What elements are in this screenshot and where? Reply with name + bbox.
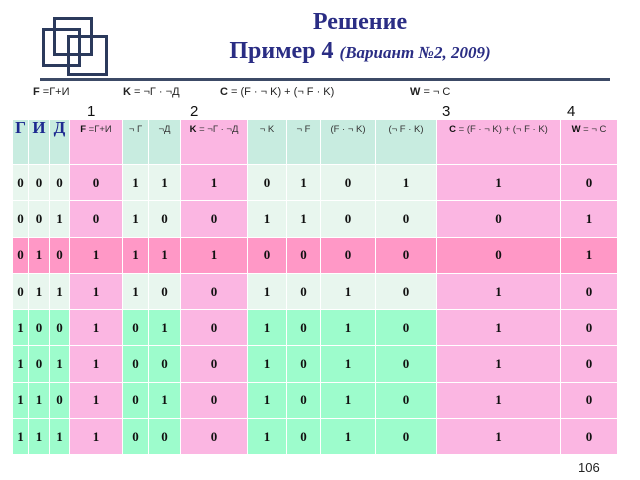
table-cell: 1 (123, 273, 149, 309)
table-cell: 1 (13, 419, 29, 455)
table-cell: 0 (29, 310, 50, 346)
table-cell: 0 (181, 419, 248, 455)
column-number: 4 (567, 103, 576, 120)
table-cell: 0 (13, 273, 29, 309)
table-cell: 0 (50, 310, 70, 346)
table-cell: 1 (149, 165, 181, 201)
table-cell: 1 (437, 165, 561, 201)
table-cell: 0 (437, 237, 561, 273)
formula-c (220, 86, 334, 98)
page-title: Решение (312, 9, 408, 35)
formula-variable: K (123, 86, 131, 98)
table-cell: 1 (29, 273, 50, 309)
table-cell: 1 (70, 382, 123, 418)
table-cell: 1 (149, 237, 181, 273)
table-cell: 1 (248, 346, 287, 382)
table-cell: 1 (70, 237, 123, 273)
table-cell: 1 (437, 346, 561, 382)
formula-expression: =Г+И (39, 86, 70, 98)
table-cell: 1 (13, 346, 29, 382)
table-cell: 1 (29, 382, 50, 418)
column-header (287, 120, 321, 165)
table-cell: 0 (287, 382, 321, 418)
table-cell: 1 (123, 165, 149, 201)
table-cell: 0 (29, 201, 50, 237)
table-cell: 1 (149, 310, 181, 346)
formula-variable: C (220, 86, 228, 98)
table-cell: 1 (321, 310, 376, 346)
header-label: И (32, 118, 46, 137)
column-number: 3 (442, 103, 451, 120)
table-cell: 0 (321, 165, 376, 201)
table-cell: 0 (149, 201, 181, 237)
column-header (321, 120, 376, 165)
table-cell: 0 (50, 237, 70, 273)
column-header (123, 120, 149, 165)
table-cell: 0 (287, 237, 321, 273)
header-variable: F (80, 124, 87, 135)
table-cell: 0 (50, 382, 70, 418)
table-cell: 0 (287, 346, 321, 382)
table-cell: 0 (561, 419, 618, 455)
table-cell: 1 (13, 382, 29, 418)
header-variable: K (189, 124, 197, 135)
table-cell: 0 (149, 346, 181, 382)
table-cell: 0 (248, 237, 287, 273)
table-cell: 0 (321, 237, 376, 273)
table-cell: 0 (149, 273, 181, 309)
table-cell: 0 (561, 346, 618, 382)
formula-variable: W (410, 86, 421, 98)
header-label: ¬ F (296, 124, 311, 135)
formula-w (410, 86, 450, 98)
table-cell: 0 (123, 346, 149, 382)
table-cell: 0 (181, 201, 248, 237)
table-cell: 0 (123, 419, 149, 455)
table-cell: 1 (321, 419, 376, 455)
table-row (13, 382, 618, 418)
table-cell: 0 (376, 273, 437, 309)
header-label: ¬Д (158, 124, 171, 135)
table-cell: 1 (29, 237, 50, 273)
table-cell: 1 (70, 273, 123, 309)
table-cell: 0 (561, 382, 618, 418)
formula-expression: = (F · ¬ K) + (¬ F · K) (227, 86, 335, 98)
header-variable: C (449, 124, 456, 135)
table-cell: 0 (123, 382, 149, 418)
table-cell: 0 (29, 346, 50, 382)
table-cell: 1 (561, 201, 618, 237)
table-cell: 1 (13, 310, 29, 346)
table-cell: 1 (248, 382, 287, 418)
table-cell: 0 (376, 419, 437, 455)
table-cell: 1 (50, 201, 70, 237)
column-header (50, 120, 70, 165)
table-row (13, 310, 618, 346)
table-cell: 0 (181, 382, 248, 418)
variant-label: (Вариант №2, 2009) (339, 43, 491, 62)
table-cell: 1 (50, 346, 70, 382)
page-number: 106 (578, 460, 600, 475)
header-label: (¬ F · K) (388, 124, 424, 135)
table-row (13, 165, 618, 201)
table-cell: 1 (50, 419, 70, 455)
table-cell: 0 (561, 273, 618, 309)
column-number: 1 (87, 103, 96, 120)
table-cell: 0 (437, 201, 561, 237)
header-label: Г (15, 118, 26, 137)
table-cell: 0 (70, 201, 123, 237)
table-cell: 1 (248, 273, 287, 309)
column-number: 2 (190, 103, 199, 120)
table-cell: 0 (248, 165, 287, 201)
formula-expression: = ¬Г · ¬Д (130, 86, 180, 98)
table-cell: 1 (437, 310, 561, 346)
table-cell: 1 (123, 201, 149, 237)
table-cell: 1 (321, 346, 376, 382)
table-cell: 0 (376, 201, 437, 237)
table-cell: 1 (123, 237, 149, 273)
table-cell: 1 (437, 419, 561, 455)
column-header (149, 120, 181, 165)
table-cell: 0 (561, 310, 618, 346)
table-cell: 0 (287, 310, 321, 346)
column-header (376, 120, 437, 165)
table-cell: 1 (321, 382, 376, 418)
header-label: Д (53, 118, 66, 137)
table-cell: 1 (70, 310, 123, 346)
table-cell: 1 (561, 237, 618, 273)
column-header (29, 120, 50, 165)
table-cell: 1 (287, 201, 321, 237)
header-variable: W (571, 124, 581, 135)
formula-variable: F (33, 86, 40, 98)
table-cell: 1 (248, 419, 287, 455)
header-label: = ¬ C (580, 124, 607, 135)
table-cell: 0 (376, 382, 437, 418)
logo (0, 0, 120, 80)
column-header (181, 120, 248, 165)
table-cell: 1 (248, 310, 287, 346)
table-cell: 1 (437, 273, 561, 309)
table-cell: 1 (437, 382, 561, 418)
table-cell: 0 (287, 273, 321, 309)
table-cell: 1 (248, 201, 287, 237)
table-row (13, 346, 618, 382)
table-cell: 0 (29, 165, 50, 201)
header-label: ¬ K (259, 124, 275, 135)
formula-expression: = ¬ C (420, 86, 451, 98)
truth-table (12, 119, 618, 455)
table-cell: 1 (321, 273, 376, 309)
table-cell: 1 (29, 419, 50, 455)
header-label: ¬ Г (128, 124, 143, 135)
table-row (13, 201, 618, 237)
table-cell: 1 (376, 165, 437, 201)
formula-f (33, 86, 70, 98)
logo-square (67, 35, 108, 76)
header-label: =Г+И (86, 124, 112, 135)
table-cell: 0 (561, 165, 618, 201)
formula-k (123, 86, 180, 98)
table-cell: 1 (181, 165, 248, 201)
table-cell: 0 (50, 165, 70, 201)
column-header (561, 120, 618, 165)
table-cell: 0 (376, 237, 437, 273)
table-cell: 0 (13, 201, 29, 237)
table-cell: 0 (181, 310, 248, 346)
column-header (437, 120, 561, 165)
table-cell: 1 (50, 273, 70, 309)
table-cell: 0 (321, 201, 376, 237)
table-cell: 1 (287, 165, 321, 201)
column-header (248, 120, 287, 165)
table-row (13, 273, 618, 309)
column-header (70, 120, 123, 165)
table-cell: 0 (149, 419, 181, 455)
table-header-row (13, 120, 618, 165)
table-cell: 1 (70, 346, 123, 382)
table-cell: 0 (376, 346, 437, 382)
table-cell: 1 (149, 382, 181, 418)
header-label: (F · ¬ K) (330, 124, 366, 135)
title-divider (40, 78, 610, 81)
table-cell: 0 (181, 346, 248, 382)
column-header (13, 120, 29, 165)
table-cell: 0 (13, 165, 29, 201)
table-cell: 0 (181, 273, 248, 309)
table-cell: 0 (123, 310, 149, 346)
table-cell: 1 (70, 419, 123, 455)
page-subtitle (200, 38, 520, 65)
header-label: = (F · ¬ K) + (¬ F · K) (456, 124, 548, 135)
header-label: = ¬Г · ¬Д (196, 124, 239, 135)
table-row (13, 419, 618, 455)
table-cell: 0 (287, 419, 321, 455)
table-cell: 0 (376, 310, 437, 346)
table-cell: 0 (70, 165, 123, 201)
table-cell: 0 (13, 237, 29, 273)
table-cell: 1 (181, 237, 248, 273)
table-row (13, 237, 618, 273)
example-label: Пример 4 (229, 38, 334, 64)
